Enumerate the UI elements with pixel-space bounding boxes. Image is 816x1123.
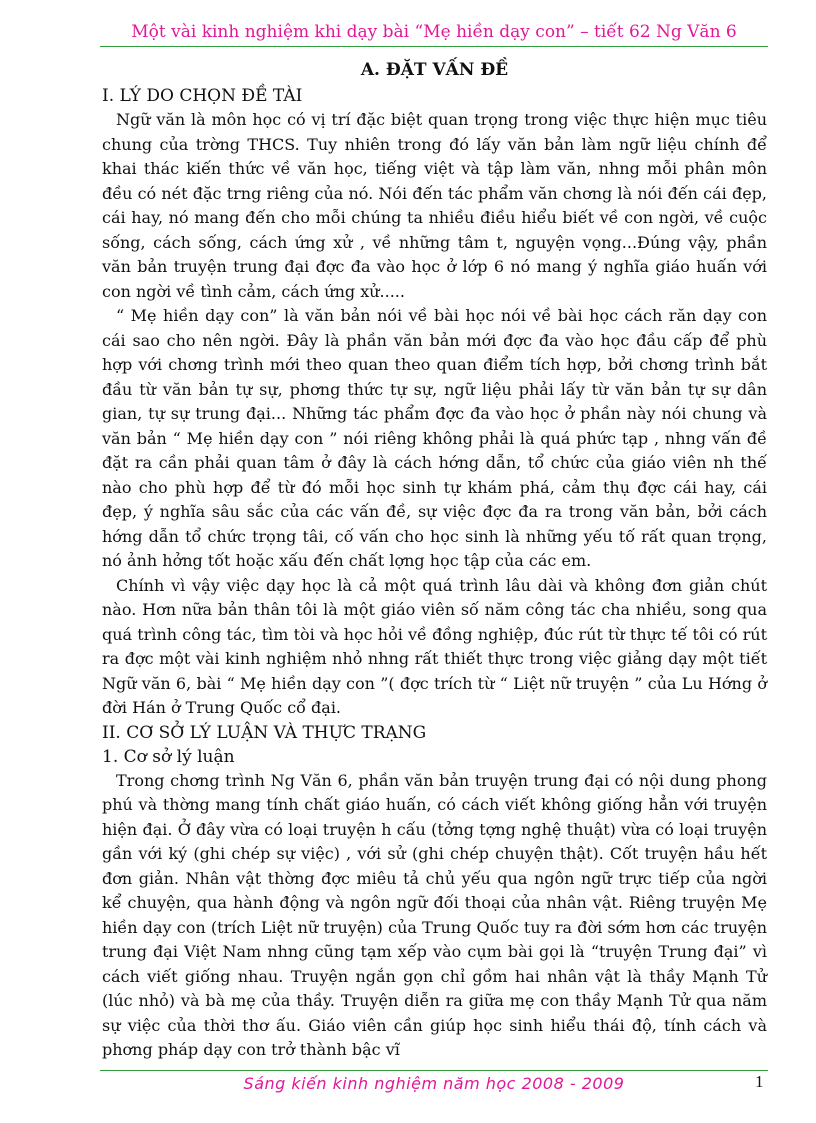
section-heading-1: I. LÝ DO CHỌN ĐỀ TÀI [102,86,303,106]
page-number: 1 [755,1072,764,1091]
paragraph-2: “ Mẹ hiền dạy con” là văn bản nói về bài học nói về bài học cách răn dạy con cái sao cho nên ngời. Đây là phần văn bản mới đợc đa vào học đầu cấp để phù hợp với chơng trình mới theo quan theo quan điểm tích hợp, bởi chơng trình bắt đầu từ văn bản tự sự, phơng thức tự sự, ngữ liệu phải lấy từ văn bản tự sự dân gian, tự sự trung đại... Những tác phẩm đợc đa vào học ở phần này nói chung và văn bản “ Mẹ hiền dạy con ” nói riêng không phải là quá phức tạp , nhng vấn đề đặt ra cần phải quan tâm ở đây là cách hớng dẫn, tổ chức của giáo viên nh thế nào cho phù hợp để từ đó mỗi học sinh tự khám phá, cảm thụ đợc cái hay, cái đẹp, ý nghĩa sâu sắc của các vấn đề, sự việc đợc đa ra trong văn bản, bởi cách hớng dẫn tổ chức trọng tâi, cố vấn cho học sinh là những yếu tố rất quan trọng, nó ảnh hởng tốt hoặc xấu đến chất lợng học tập của các em. [102,306,767,570]
header-rule [100,46,768,47]
paragraph-1: Ngữ văn là môn học có vị trí đặc biệt quan trọng trong việc thực hiện mục tiêu chung của trờng THCS. Tuy nhiên trong đó lấy văn bản làm ngữ liệu chính để khai thác kiến thức về văn học, tiếng việt và tập làm văn, nhng mỗi phân môn đều có nét đặc trng riêng của nó. Nói đến tác phẩm văn chơng là nói đến cái đẹp, cái hay, nó mang đến cho mỗi chúng ta nhiều điều hiểu biết về con ngời, về cuộc sống, cách sống, cách ứng xử , về những tâm t, nguyện vọng...Đúng vậy, phần văn bản truyện trung đại đợc đa vào học ở lớp 6 nó mang ý nghĩa giáo huấn với con ngời về tình cảm, cách ứng xử..... [102,110,767,301]
paragraph-3: Chính vì vậy việc dạy học là cả một quá trình lâu dài và không đơn giản chút nào. Hơn nữa bản thân tôi là một giáo viên số năm công tác cha nhiều, song qua quá trình công tác, tìm tòi và học hỏi về đồng nghiệp, đúc rút từ thực tế tôi có rút ra đợc một vài kinh nghiệm nhỏ nhng rất thiết thực trong việc giảng dạy một tiết Ngữ văn 6, bài “ Mẹ hiền dạy con ”( đợc trích từ “ Liệt nữ truyện ” của Lu Hớng ở đời Hán ở Trung Quốc cổ đại. [102,575,767,717]
running-footer: Sáng kiến kinh nghiệm năm học 2008 - 2009 [243,1074,625,1093]
document-title: A. ĐẶT VẤN ĐỀ [360,60,509,80]
running-header: Một vài kinh nghiệm khi dạy bài “Mẹ hiền dạy con” – tiết 62 Ng Văn 6 [131,22,737,42]
document-body [102,58,767,1063]
footer-rule [100,1070,768,1071]
section-heading-2: II. CƠ SỞ LÝ LUẬN VÀ THỰC TRẠNG [102,722,427,743]
subsection-heading-1: 1. Cơ sở lý luận [102,746,235,767]
paragraph-4: Trong chơng trình Ng Văn 6, phần văn bản truyện trung đại có nội dung phong phú và thờng mang tính chất giáo huấn, có cách viết không giống hẳn với truyện hiện đại. Ở đây vừa có loại truyện h cấu (tởng tợng nghệ thuật) vừa có loại truyện gần với ký (ghi chép sự việc) , với sử (ghi chép chuyện thật). Cốt truyện hầu hết đơn giản. Nhân vật thờng đợc miêu tả chủ yếu qua ngôn ngữ trực tiếp của ngời kể chuyện, qua hành động và ngôn ngữ đối thoại của nhân vật. Riêng truyện Mẹ hiền dạy con (trích Liệt nữ truyện) của Trung Quốc tuy ra đời sớm hơn các truyện trung đại Việt Nam nhng cũng tạm xếp vào cụm bài gọi là “truyện Trung đại” vì cách viết giống nhau. Truyện ngắn gọn chỉ gồm hai nhân vật là thầy Mạnh Tử (lúc nhỏ) và bà mẹ của thầy. Truyện diễn ra giữa mẹ con thầy Mạnh Tử qua năm sự việc của thời thơ ấu. Giáo viên cần giúp học sinh hiểu thái độ, tính cách và phơng pháp dạy con trở thành bậc vĩ [102,770,767,1059]
